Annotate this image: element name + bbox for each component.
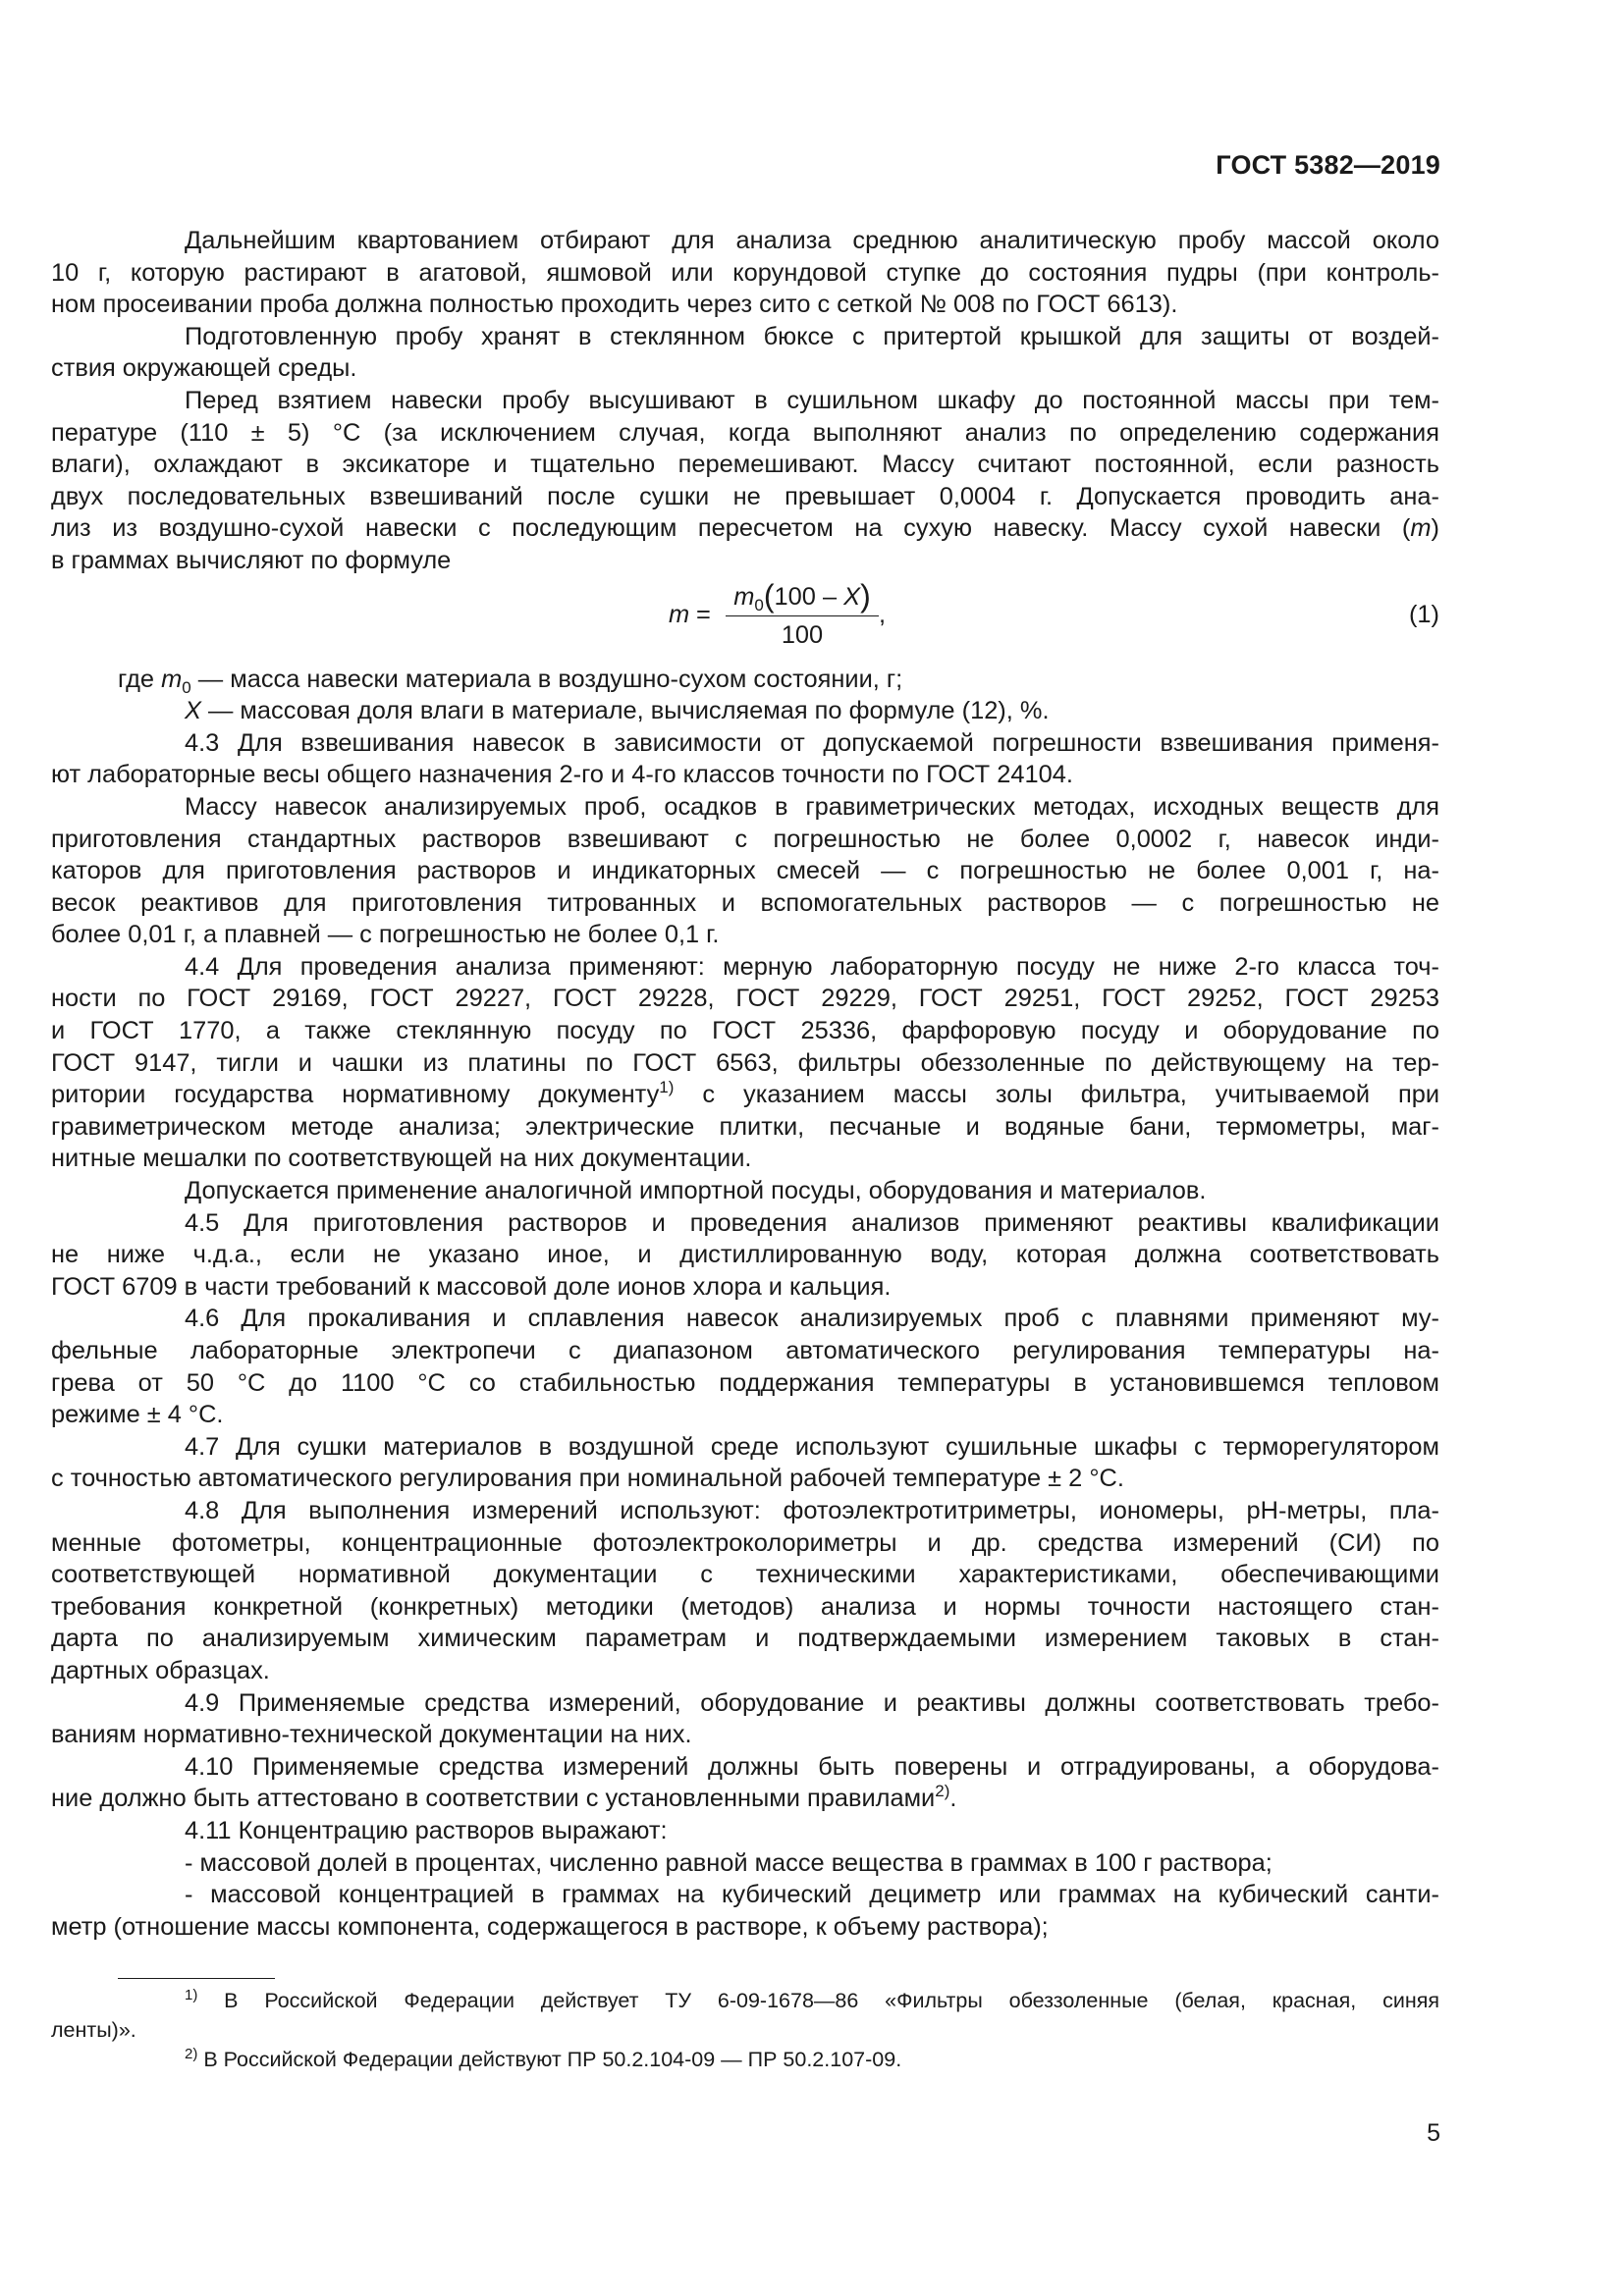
clause-4-10 <box>51 1751 1439 1815</box>
text-line: менные фотометры, концентрационные фотоэлектроколориметры и др. средства измерений (СИ) по <box>51 1528 1439 1557</box>
text-line: 4.7 Для сушки материалов в воздушной среде используют сушильные шкафы с терморегулятором <box>185 1432 1439 1461</box>
clause-4-5 <box>51 1207 1439 1304</box>
formula-num-body: 100 – <box>774 582 838 611</box>
formula-numerator <box>726 579 879 613</box>
text-line: с точностью автоматического регулирования при номинальной рабочей температуре ± 2 °С. <box>51 1465 1124 1493</box>
footnote-mark: 2) <box>185 2046 198 2062</box>
clause-4-11 <box>118 1815 1439 1847</box>
text-line: Перед взятием навески пробу высушивают в сушильном шкафу до постоянной массы при тем- <box>185 386 1439 414</box>
text-line: более 0,01 г, а плавней — с погрешностью не более 0,1 г. <box>51 921 720 949</box>
formula-sub: 0 <box>754 595 764 614</box>
text-line: ном просеивании проба должна полностью проходить через сито с сеткой № 008 по ГОСТ 6613). <box>51 291 1178 319</box>
formula-number: (1) <box>1408 600 1439 628</box>
where-line-1 <box>118 664 1439 696</box>
paragraph-sample-storage <box>51 321 1439 385</box>
formula-paren: ) <box>860 577 871 614</box>
text-line: 4.3 Для взвешивания навесок в зависимости от допускаемой погрешности взвешивания применя- <box>185 728 1439 757</box>
text-line: ют лабораторные весы общего назначения 2-го и 4-го классов точности по ГОСТ 24104. <box>51 761 1073 789</box>
text-line: соответствующей нормативной документации с техническими характеристиками, обеспечивающими <box>51 1561 1439 1589</box>
text-line: требования конкретной (конкретных) методики (методов) анализа и нормы точности настоящего стан- <box>51 1592 1439 1621</box>
clause-4-4-analog <box>118 1175 1439 1207</box>
clause-4-8 <box>51 1495 1439 1687</box>
text-line: 4.6 Для прокаливания и сплавления навесок анализируемых проб с плавнями применяют му- <box>185 1305 1439 1333</box>
text-line: ваниям нормативно-технической документации на них. <box>51 1721 692 1749</box>
text-line: 10 г, которую растирают в агатовой, яшмовой или корундовой ступке до состояния пудры (при контроль- <box>51 258 1439 287</box>
list-item <box>51 1879 1439 1943</box>
text-line: двух последовательных взвешиваний после сушки не превышает 0,0004 г. Допускается проводить ана- <box>51 482 1439 510</box>
text-run: - массовой долей в процентах, численно равной массе вещества в граммах в 100 г раствора; <box>185 1848 1272 1877</box>
text-line: Подготовленную пробу хранят в стеклянном бюксе с притертой крышкой для защиты от воздей- <box>185 322 1439 350</box>
text-line: влаги), охлаждают в эксикаторе и тщательно перемешивают. Массу считают постоянной, если разность <box>51 451 1439 479</box>
text-line: ГОСТ 6709 в части требований к массовой доле ионов хлора и кальция. <box>51 1272 892 1301</box>
footnote-ref-1[interactable]: 1) <box>659 1078 675 1097</box>
clause-4-3 <box>51 727 1439 791</box>
footnote-divider <box>118 1978 275 1979</box>
text-run: ) <box>1431 514 1439 543</box>
text-run: — массовая доля влаги в материале, вычисляемая по формуле (12), %. <box>200 697 1050 725</box>
formula-var-x: X <box>843 582 861 611</box>
clause-4-9 <box>51 1687 1439 1751</box>
list-item <box>118 1847 1439 1880</box>
text-line: 4.8 Для выполнения измерений используют: фотоэлектротитриметры, иономеры, рН-метры, пла- <box>185 1496 1439 1524</box>
text-run: ние должно быть аттестовано в соответствии с установленными правилами <box>51 1785 936 1813</box>
formula-fraction <box>726 579 879 650</box>
formula-comma: , <box>879 600 887 628</box>
text-run: с указанием массы золы фильтра, учитываемой при <box>674 1081 1440 1109</box>
text-line: дарта по анализируемым химическим параметрам и подтверждаемыми измерением таковых в стан- <box>51 1625 1439 1653</box>
paragraph-drying <box>51 385 1439 577</box>
text-line: 4.5 Для приготовления растворов и проведения анализов применяют реактивы квалификации <box>185 1208 1439 1237</box>
text-line: фельные лабораторные электропечи с диапазоном автоматического регулирования температуры на- <box>51 1337 1439 1364</box>
variable-m: m <box>1410 514 1432 543</box>
clause-4-6 <box>51 1303 1439 1430</box>
variable-m: m <box>161 665 183 693</box>
formula-1 <box>118 579 1439 662</box>
text-line: нитные мешалки по соответствующей на них документации. <box>51 1145 752 1173</box>
footnote-mark: 1) <box>185 1987 198 2003</box>
text-line: - массовой концентрацией в граммах на кубический дециметр или граммах на кубический санти- <box>185 1881 1439 1909</box>
text-run: ритории государства нормативному документу <box>51 1081 660 1109</box>
text-line: 4.9 Применяемые средства измерений, оборудование и реактивы должны соответствовать требо- <box>185 1688 1439 1717</box>
text-line: дартных образцах. <box>51 1656 270 1684</box>
text-line: метр (отношение массы компонента, содержащегося в растворе, к объему раствора); <box>51 1912 1049 1941</box>
text-run: лиз из воздушно-сухой навески с последующим пересчетом на сухую навеску. Массу сухой навески ( <box>51 514 1411 543</box>
text-line: 4.4 Для проведения анализа применяют: мерную лабораторную посуду не ниже 2-го класса точ- <box>185 952 1439 981</box>
formula-equals: = <box>696 600 711 628</box>
text-line: Массу навесок анализируемых проб, осадков в гравиметрических методах, исходных веществ для <box>185 792 1439 821</box>
text-line: каторов для приготовления растворов и индикаторных смесей — с погрешностью не более 0,001 г, на- <box>51 857 1439 885</box>
document-header-id: ГОСТ 5382—2019 <box>1216 150 1440 180</box>
main-body <box>51 225 1440 1943</box>
text-run: 4.11 Концентрацию растворов выражают: <box>185 1816 668 1844</box>
text-run: — масса навески материала в воздушно-сухом состоянии, г; <box>190 665 903 693</box>
text-line: весок реактивов для приготовления титрованных и вспомогательных растворов — с погрешностью не <box>51 888 1439 917</box>
text-line <box>51 1078 1440 1111</box>
text-line: не ниже ч.д.а., если не указано иное, и дистиллированную воду, которая должна соответствовать <box>51 1241 1439 1269</box>
text-line <box>51 1782 1439 1815</box>
text-line <box>51 512 1439 545</box>
text-run: В Российской Федерации действуют ПР 50.2.104-09 — ПР 50.2.107-09. <box>197 2048 902 2071</box>
text-run: . <box>949 1785 957 1813</box>
footnote-2 <box>118 2045 1439 2074</box>
text-line: ности по ГОСТ 29169, ГОСТ 29227, ГОСТ 29228, ГОСТ 29229, ГОСТ 29251, ГОСТ 29252, ГОСТ 29253 <box>51 985 1439 1013</box>
text-line: 4.10 Применяемые средства измерений должны быть поверены и отградуированы, а оборудова- <box>185 1752 1439 1781</box>
fraction-bar <box>726 615 879 616</box>
paragraph-sample-quartering <box>51 225 1439 321</box>
text-line: пературе (110 ± 5) °С (за исключением случая, когда выполняют анализ по определению содержания <box>51 418 1439 447</box>
text-run: где <box>118 665 155 693</box>
text-line: ленты)». <box>51 2018 136 2042</box>
text-line: приготовления стандартных растворов взвешивают с погрешностью не более 0,0002 г, навесок инди- <box>51 825 1439 853</box>
text-line: в граммах вычисляют по формуле <box>51 546 452 574</box>
clause-4-3-masses <box>51 791 1439 951</box>
where-line-2 <box>118 695 1439 727</box>
formula-paren: ( <box>763 577 775 614</box>
footnotes <box>51 1986 1439 2074</box>
text-line: Дальнейшим квартованием отбирают для анализа среднюю аналитическую пробу массой около <box>185 227 1439 254</box>
clause-4-4 <box>51 951 1440 1175</box>
footnote-ref-2[interactable]: 2) <box>935 1782 950 1801</box>
text-run: В Российской Федерации действует ТУ 6-09-1678—86 «Фильтры обеззоленные (белая, красная, синяя <box>197 1989 1439 2012</box>
footnote-1 <box>51 1986 1439 2045</box>
formula-lhs: m <box>669 600 690 628</box>
text-line: гравиметрическом методе анализа; электрические плитки, песчаные и водяные бани, термометры, маг- <box>51 1112 1439 1141</box>
text-run: Допускается применение аналогичной импортной посуды, оборудования и материалов. <box>185 1177 1207 1205</box>
formula-var-m: m <box>733 582 755 611</box>
page-number: 5 <box>1427 2119 1440 2147</box>
clause-4-7 <box>51 1431 1439 1495</box>
text-line: грева от 50 °С до 1100 °С со стабильностью поддержания температуры в установившемся тепловом <box>51 1368 1439 1397</box>
text-line: ствия окружающей среды. <box>51 354 357 383</box>
formula-denominator: 100 <box>781 620 824 649</box>
text-line: ГОСТ 9147, тигли и чашки из платины по ГОСТ 6563, фильтры обеззоленные по действующему на тер- <box>51 1048 1439 1077</box>
text-line <box>118 1986 1439 2015</box>
text-line: режиме ± 4 °С. <box>51 1401 224 1429</box>
variable-x: X <box>185 697 201 725</box>
subscript: 0 <box>182 677 191 697</box>
text-line: и ГОСТ 1770, а также стеклянную посуду по ГОСТ 25336, фарфоровую посуду и оборудование по <box>51 1017 1439 1045</box>
